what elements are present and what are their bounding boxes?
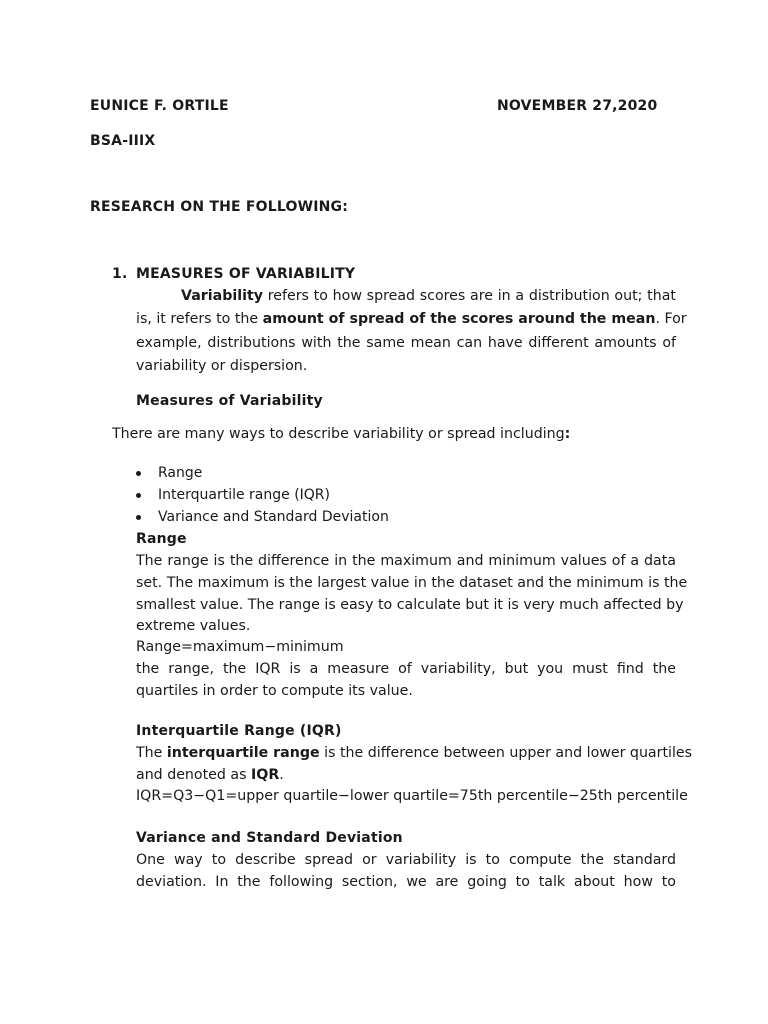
measures-lead bbox=[112, 423, 570, 445]
iqr-abbrev: IQR bbox=[251, 767, 280, 783]
bullet-range: Range bbox=[158, 465, 203, 481]
document-date: NOVEMBER 27,2020 bbox=[497, 98, 658, 114]
intro-line-4: variability or dispersion. bbox=[136, 358, 308, 374]
intro-line-2 bbox=[136, 308, 687, 330]
iqr-line-2 bbox=[136, 764, 284, 786]
range-after-2: quartiles in order to compute its value. bbox=[136, 683, 413, 699]
iqr-line-2-post: . bbox=[279, 767, 284, 783]
range-heading: Range bbox=[136, 531, 187, 547]
range-formula: Range=maximum−minimum bbox=[136, 639, 344, 655]
iqr-line-1 bbox=[136, 742, 693, 764]
range-line-3: smallest value. The range is easy to calculate but it is very much affected by bbox=[136, 597, 684, 613]
author-name: EUNICE F. ORTILE bbox=[90, 98, 229, 114]
section-number: 1. bbox=[112, 266, 128, 282]
intro-line-2-post: . For bbox=[655, 311, 687, 327]
intro-line-1 bbox=[181, 285, 676, 307]
iqr-heading: Interquartile Range (IQR) bbox=[136, 723, 342, 739]
intro-line-1-rest: refers to how spread scores are in a distribution out; that bbox=[263, 288, 676, 304]
iqr-line-2-pre: and denoted as bbox=[136, 767, 252, 783]
intro-line-3: example, distributions with the same mean can have different amounts of bbox=[136, 335, 676, 351]
class-section: BSA-IIIX bbox=[90, 133, 156, 149]
variance-line-2: deviation. In the following section, we are going to talk about how to bbox=[136, 874, 676, 890]
iqr-term: interquartile range bbox=[166, 745, 320, 761]
measures-lead-colon: : bbox=[564, 426, 571, 442]
measures-heading: Measures of Variability bbox=[136, 393, 323, 409]
iqr-formula: IQR=Q3−Q1=upper quartile−lower quartile=75th percentile−25th percentile bbox=[136, 788, 688, 804]
iqr-line-1-pre: The bbox=[136, 745, 167, 761]
measures-lead-text: There are many ways to describe variability or spread including bbox=[112, 426, 565, 442]
range-line-1: The range is the difference in the maximum and minimum values of a data bbox=[136, 553, 676, 569]
variance-line-1: One way to describe spread or variability is to compute the standard bbox=[136, 852, 676, 868]
range-line-4: extreme values. bbox=[136, 618, 251, 634]
variability-term: Variability bbox=[181, 288, 263, 304]
spread-definition: amount of spread of the scores around the mean bbox=[262, 311, 656, 327]
range-after-1: the range, the IQR is a measure of variability, but you must find the bbox=[136, 661, 676, 677]
bullet-iqr: Interquartile range (IQR) bbox=[158, 487, 330, 503]
variance-heading: Variance and Standard Deviation bbox=[136, 830, 403, 846]
iqr-line-1-post: is the difference between upper and lower quartiles bbox=[319, 745, 693, 761]
bullet-variance: Variance and Standard Deviation bbox=[158, 509, 389, 525]
assignment-title: RESEARCH ON THE FOLLOWING: bbox=[90, 199, 349, 215]
intro-line-2-pre: is, it refers to the bbox=[136, 311, 263, 327]
section-title: MEASURES OF VARIABILITY bbox=[136, 266, 356, 282]
range-line-2: set. The maximum is the largest value in the dataset and the minimum is the bbox=[136, 575, 688, 591]
